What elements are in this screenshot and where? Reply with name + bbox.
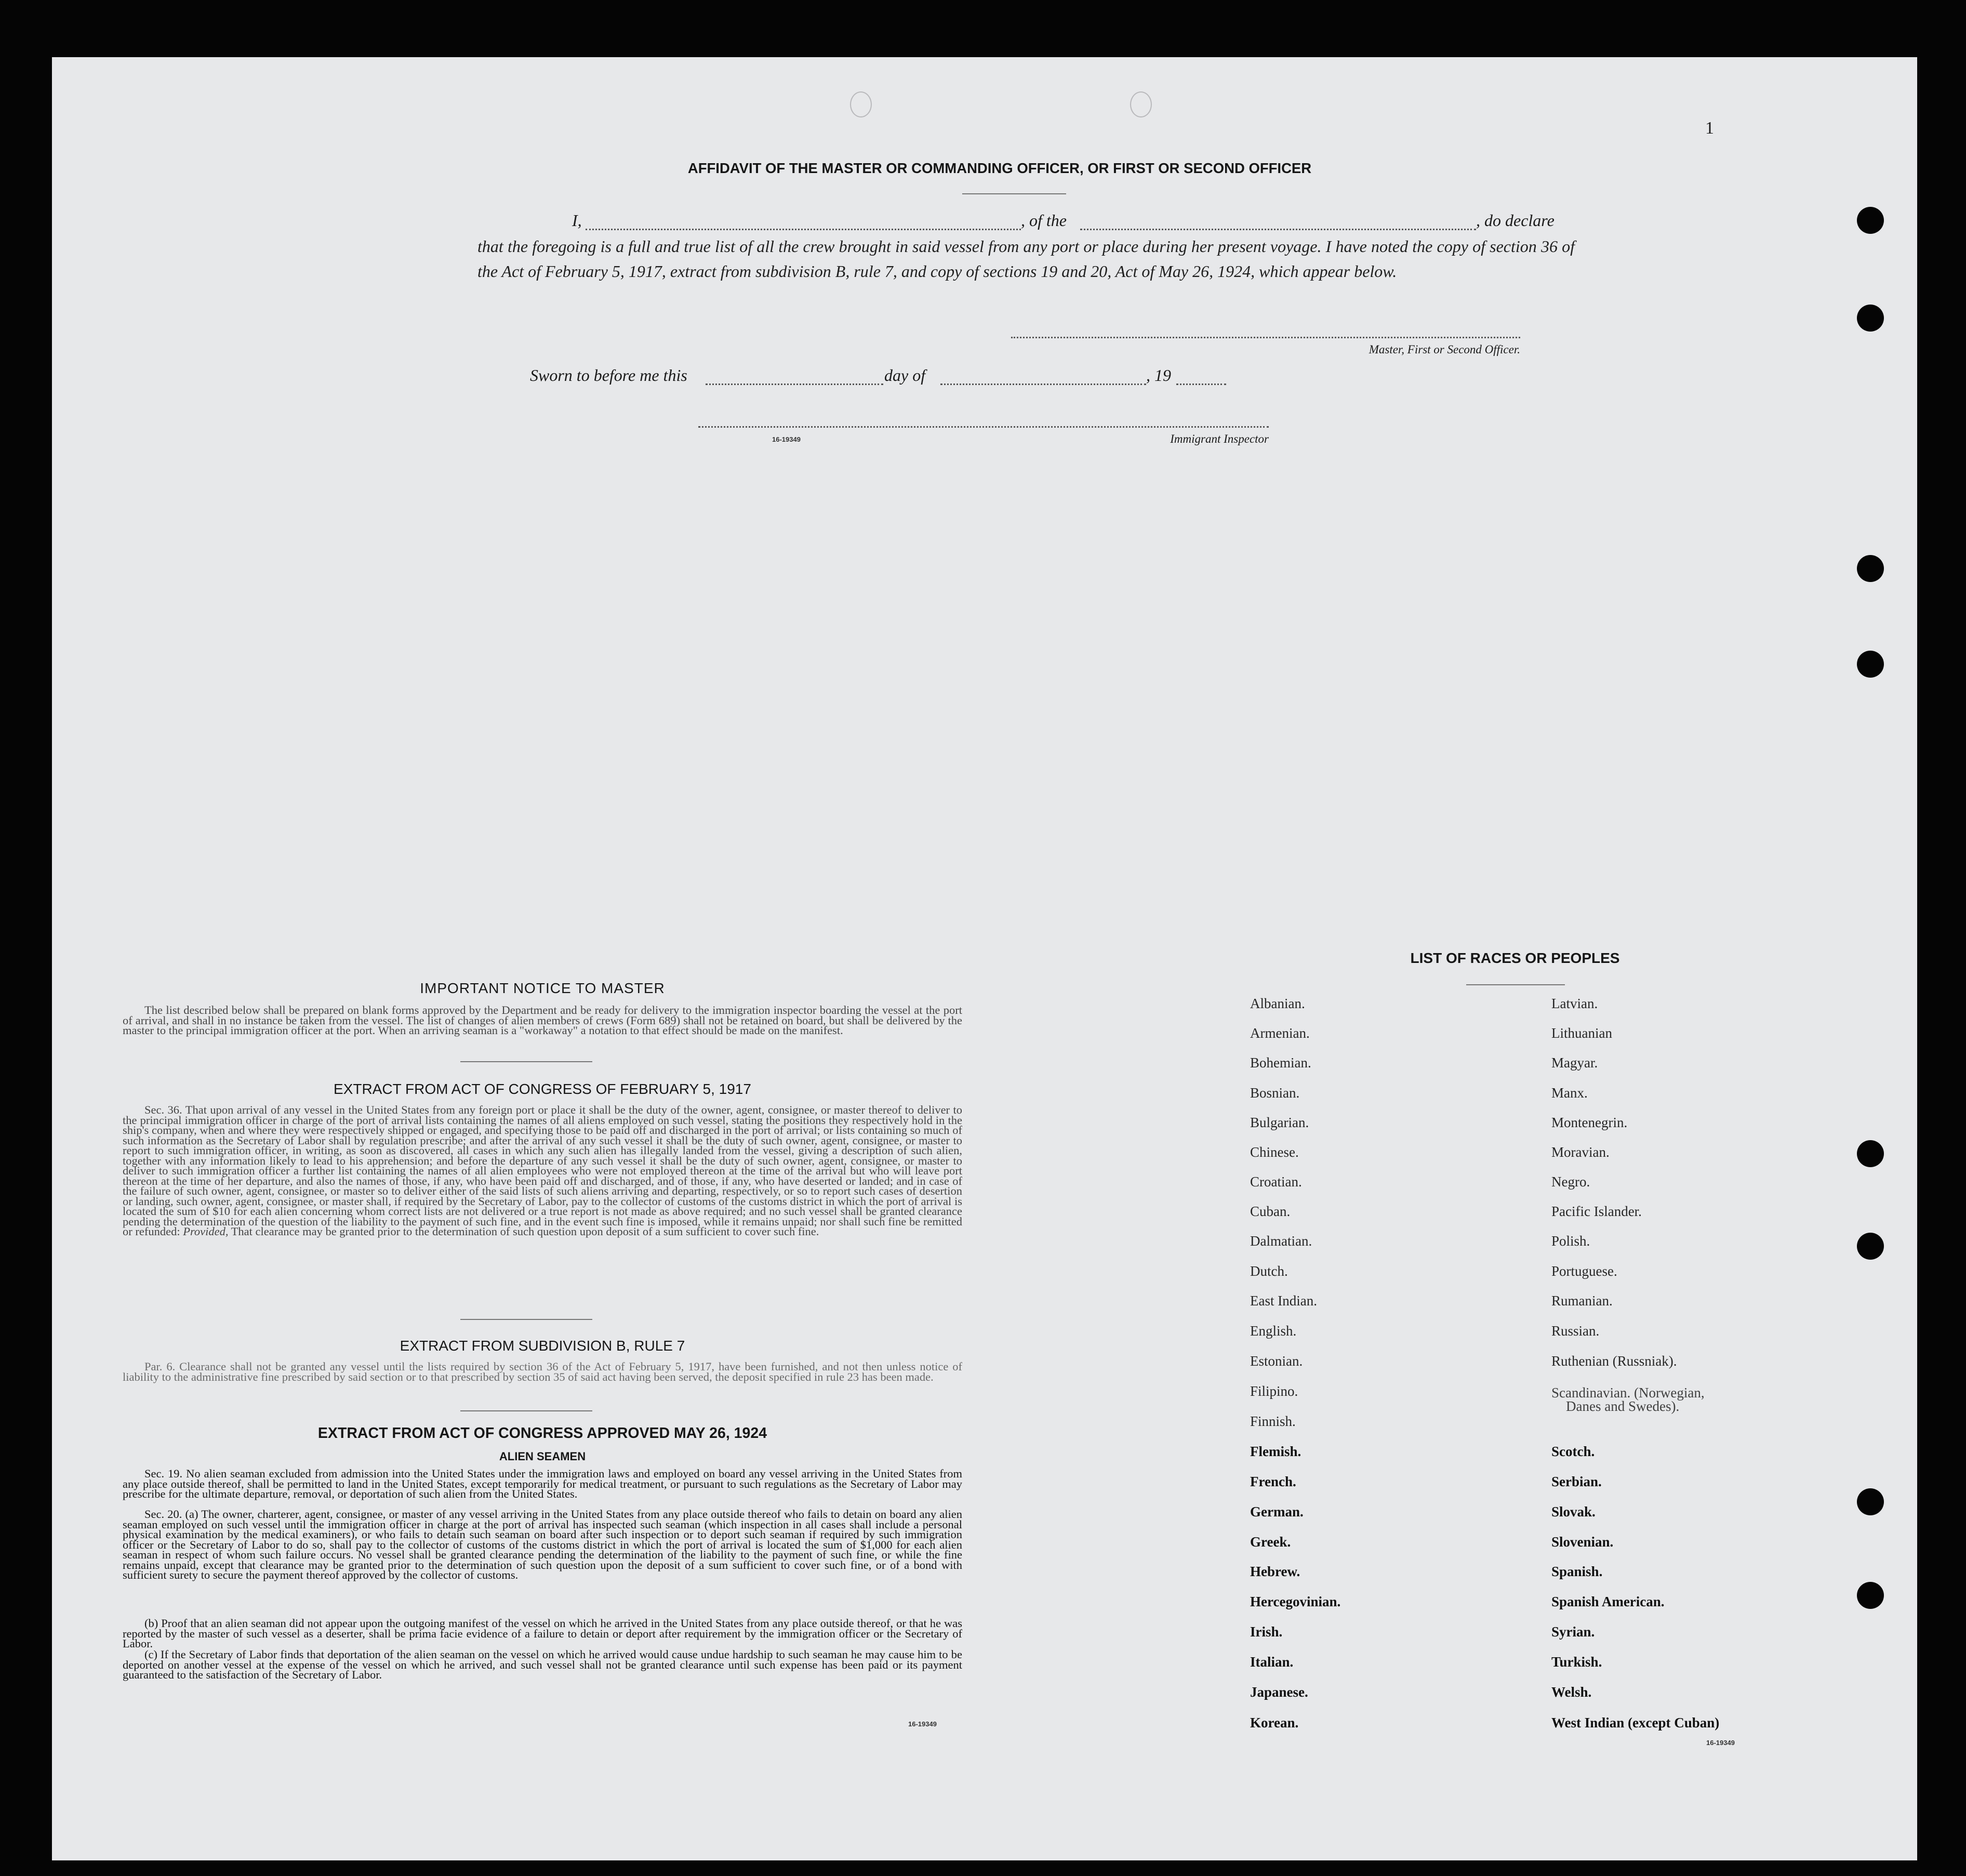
punch-hole — [1857, 1582, 1884, 1609]
race-item: Manx. — [1551, 1085, 1588, 1101]
binder-ring-mark — [850, 91, 872, 117]
race-item: Dalmatian. — [1250, 1233, 1312, 1249]
extract-1924-title: EXTRACT FROM ACT OF CONGRESS APPROVED MAY 26, 1924 — [317, 1425, 767, 1442]
race-item: Polish. — [1551, 1233, 1590, 1249]
race-item: Japanese. — [1250, 1684, 1308, 1700]
race-item: Moravian. — [1551, 1144, 1610, 1160]
race-item: Spanish. — [1551, 1564, 1603, 1579]
declarant-line — [477, 209, 1575, 234]
vessel-blank[interactable] — [1080, 229, 1476, 230]
sworn-day-label: day of — [884, 366, 926, 385]
sworn-prefix: Sworn to before me this — [530, 366, 687, 385]
notice-title: IMPORTANT NOTICE TO MASTER — [420, 980, 665, 996]
race-item: Irish. — [1250, 1624, 1283, 1640]
punch-hole — [1857, 305, 1884, 332]
sworn-year-label: , 19 — [1146, 366, 1171, 385]
race-item: Russian. — [1551, 1323, 1600, 1339]
race-item: Croatian. — [1250, 1174, 1302, 1190]
punch-hole — [1857, 555, 1884, 582]
label-do-declare: , do declare — [1476, 211, 1555, 230]
race-item: Spanish American. — [1551, 1594, 1665, 1609]
race-item: Bohemian. — [1250, 1055, 1311, 1071]
race-item: Greek. — [1250, 1534, 1291, 1550]
race-item: French. — [1250, 1474, 1296, 1489]
inspector-signature-line[interactable] — [698, 426, 1269, 428]
extract-1917-text — [123, 1105, 962, 1237]
race-item: Chinese. — [1250, 1144, 1299, 1160]
races-title: LIST OF RACES OR PEOPLES — [1410, 950, 1620, 966]
page-number: 1 — [1705, 118, 1714, 138]
race-item: Turkish. — [1551, 1654, 1602, 1670]
race-item: Scandinavian. (Norwegian, — [1551, 1385, 1705, 1401]
label-of-the: , of the — [1021, 211, 1067, 230]
race-item: Albanian. — [1250, 996, 1305, 1011]
alien-seamen-subtitle: ALIEN SEAMEN — [499, 1450, 586, 1463]
punch-hole — [1857, 1233, 1884, 1260]
punch-hole — [1857, 207, 1884, 234]
race-item: Serbian. — [1551, 1474, 1602, 1489]
section-divider — [460, 1319, 592, 1320]
form-number: 16-19349 — [772, 435, 801, 443]
sec20b-text: (b) Proof that an alien seaman did not appear upon the outgoing manifest of the vessel on which he arrived in the United States from any place outside thereof, or that he was reported by the master of such vessel as a deserter, shall be prima facie evidence of a failure to detain or deport after requirement by the immigration officer or the Secretary of Labor. — [123, 1617, 962, 1650]
race-item: Bosnian. — [1250, 1085, 1300, 1101]
races-title-divider — [1466, 984, 1565, 985]
race-item: Ruthenian (Russniak). — [1551, 1353, 1677, 1369]
race-item: Montenegrin. — [1551, 1115, 1628, 1130]
sec19-text: Sec. 19. No alien seaman excluded from admission into the United States under the immigration laws and employed on board any vessel arriving in the United States from any place outside thereof, shall be permitted to land in the United States, except temporarily for medical treatment, or pursuant to such regulations as the Secretary of Labor may prescribe for the ultimate departure, removal, or deportation of such alien from the United States. — [123, 1467, 962, 1500]
extract-form-number: 16-19349 — [908, 1720, 937, 1728]
punch-hole — [1857, 651, 1884, 678]
races-form-number: 16-19349 — [1706, 1739, 1735, 1747]
race-item-continued: Danes and Swedes). — [1566, 1398, 1680, 1414]
label-i: I, — [572, 211, 582, 230]
race-item: Estonian. — [1250, 1353, 1303, 1369]
punch-hole — [1857, 1140, 1884, 1167]
signature-line[interactable] — [1011, 337, 1520, 338]
extract-1917-title: EXTRACT FROM ACT OF CONGRESS OF FEBRUARY 5, 1917 — [334, 1081, 751, 1097]
race-item: Pacific Islander. — [1551, 1204, 1642, 1219]
race-item: Lithuanian — [1551, 1025, 1612, 1041]
race-item: Portuguese. — [1551, 1263, 1617, 1279]
race-item: English. — [1250, 1323, 1297, 1339]
name-blank[interactable] — [586, 229, 1021, 230]
title-divider — [962, 193, 1066, 194]
race-item: Hercegovinian. — [1250, 1594, 1341, 1609]
rule7-text: Par. 6. Clearance shall not be granted any vessel until the lists required by section 36 of the Act of February 5, 1917, have been furnished, and not then unless notice of liability to the administrative fine prescribed by said section or to that prescribed by section 35 of said act having been served, the deposit specified in rule 23 has been made. — [123, 1360, 962, 1383]
race-item: East Indian. — [1250, 1293, 1317, 1309]
sworn-day-blank[interactable] — [706, 384, 883, 385]
race-item: Magyar. — [1551, 1055, 1598, 1071]
race-item: Dutch. — [1250, 1263, 1288, 1279]
sworn-line — [530, 364, 1278, 389]
race-item: Slovak. — [1551, 1504, 1596, 1520]
race-item: Hebrew. — [1250, 1564, 1300, 1579]
race-item: Bulgarian. — [1250, 1115, 1309, 1130]
proviso-word: Provided, — [183, 1225, 229, 1238]
race-item: Slovenian. — [1551, 1534, 1614, 1550]
race-item: Welsh. — [1551, 1684, 1592, 1700]
affidavit-title: AFFIDAVIT OF THE MASTER OR COMMANDING OFFICER, OR FIRST OR SECOND OFFICER — [687, 160, 1312, 176]
race-item: Scotch. — [1551, 1444, 1595, 1459]
rule7-title: EXTRACT FROM SUBDIVISION B, RULE 7 — [400, 1338, 685, 1354]
race-item: Cuban. — [1250, 1204, 1291, 1219]
signature-caption: Master, First or Second Officer. — [1369, 343, 1520, 356]
race-item: Negro. — [1551, 1174, 1590, 1190]
race-item: German. — [1250, 1504, 1304, 1520]
punch-hole — [1857, 1488, 1884, 1515]
inspector-caption: Immigrant Inspector — [1170, 432, 1269, 445]
form-page — [52, 57, 1917, 1860]
race-item: Latvian. — [1551, 996, 1598, 1011]
race-item: Armenian. — [1250, 1025, 1310, 1041]
section-divider — [460, 1410, 592, 1411]
race-item: Korean. — [1250, 1715, 1299, 1730]
sec20c-text: (c) If the Secretary of Labor finds that deportation of the alien seaman on the vessel on which he arrived would cause undue hardship to such seaman he may cause him to be deported on another vessel at the expense of the vessel on which he arrived, and such vessel shall not be granted clearance until such expense has been paid or its payment guaranteed to the satisfaction of the Secretary of Labor. — [123, 1648, 962, 1681]
race-item: Syrian. — [1551, 1624, 1595, 1640]
race-item: West Indian (except Cuban) — [1551, 1715, 1720, 1730]
race-item: Finnish. — [1250, 1413, 1296, 1429]
race-item: Rumanian. — [1551, 1293, 1613, 1309]
notice-text: The list described below shall be prepared on blank forms approved by the Department and be ready for delivery to the immigration inspector boarding the vessel at the port of arrival, and shall in no instance be taken from the vessel. The list of changes of alien members of crews (Form 689) shall not be retained on board, but shall be delivered by the master to the principal immigration officer at the port. When an arriving seaman is a "workaway" a notation to that effect should be made on the manifest. — [123, 1003, 962, 1037]
sworn-month-blank[interactable] — [940, 384, 1146, 385]
race-item: Filipino. — [1250, 1383, 1298, 1399]
section-divider — [460, 1061, 592, 1062]
binder-ring-mark — [1130, 91, 1152, 117]
extract-1917-end: That clearance may be granted prior to the determination of such question upon deposit of a sum sufficient to cover such fine. — [231, 1225, 819, 1238]
race-item: Italian. — [1250, 1654, 1294, 1670]
sec20a-text: Sec. 20. (a) The owner, charterer, agent, consignee, or master of any vessel arriving in the United States from any place outside thereof who fails to detain on board any alien seaman employed on such vessel until the immigration officer in charge at the port of arrival has inspected such seaman (which inspection in all cases shall include a personal physical examination by the medical examiners), or who fails to detain such seaman on board after such inspection or to deport such seaman if required by such immigration officer or the Secretary of Labor to do so, shall pay to the collector of customs of the customs district in which the port of arrival is located the sum of $1,000 for each alien seaman in respect of whom such failure occurs. No vessel shall be granted clearance pending the determination of the liability to the payment of such fine, or while the fine remains unpaid, except that clearance may be granted prior to the determination of such question upon the deposit of a sum sufficient to cover such fine, or of a bond with sufficient surety to secure the payment thereof approved by the collector of customs. — [123, 1508, 962, 1581]
race-item: Flemish. — [1250, 1444, 1301, 1459]
affidavit-text: that the foregoing is a full and true list of all the crew brought in said vessel from any port or place during her present voyage. I have noted the copy of section 36 of the Act of February 5, 1917, extract from subdivision B, rule 7, and copy of sections 19 and 20, Act of May 26, 1924, which appear below. — [477, 237, 1575, 281]
extract-1917-body: Sec. 36. That upon arrival of any vessel in the United States from any foreign port or place it shall be the duty of the owner, agent, consignee, or master thereof to deliver to the principal immigration officer in charge of the port of arrival lists containing the names of all aliens employed on such vessel, stating the positions they respectively hold in the ship's company, when and where they were respectively shipped or engaged, and specifying those to be paid off and discharged in the port of arrival; or lists containing so much of such information as the Secretary of Labor shall by regulation prescribe; and after the arrival of any such vessel it shall be the duty of such owner, agent, consignee, or master to report to such immigration officer, in writing, as soon as discovered, all cases in which any such alien has illegally landed from the vessel, giving a description of such alien, together with any information likely to lead to his apprehension; and before the departure of any such vessel it shall be the duty of such owner, agent, consignee, or master to deliver to such immigration officer a further list containing the names of all alien employees who were not employed thereon at the time of the arrival but who will leave port thereon at the time of her departure, and also the names of those, if any, who have been paid off and discharged, and of those, if any, who have deserted or landed; and in case of the failure of such owner, agent, consignee, or master so to deliver either of the said lists of such aliens arriving and departing, respectively, or so to report such cases of desertion or landing, such owner, agent, consignee, or master shall, if required by the Secretary of Labor, pay to the collector of customs of the customs district in which the port of arrival is located the sum of $10 for each alien concerning whom correct lists are not delivered or a true report is not made as above required; and no such vessel shall be granted clearance pending the determination of the question of the liability to the payment of such fine, and in the event such fine is imposed, while it remains unpaid; nor shall such fine be remitted or refunded: — [123, 1103, 962, 1238]
sworn-year-blank[interactable] — [1176, 384, 1226, 385]
